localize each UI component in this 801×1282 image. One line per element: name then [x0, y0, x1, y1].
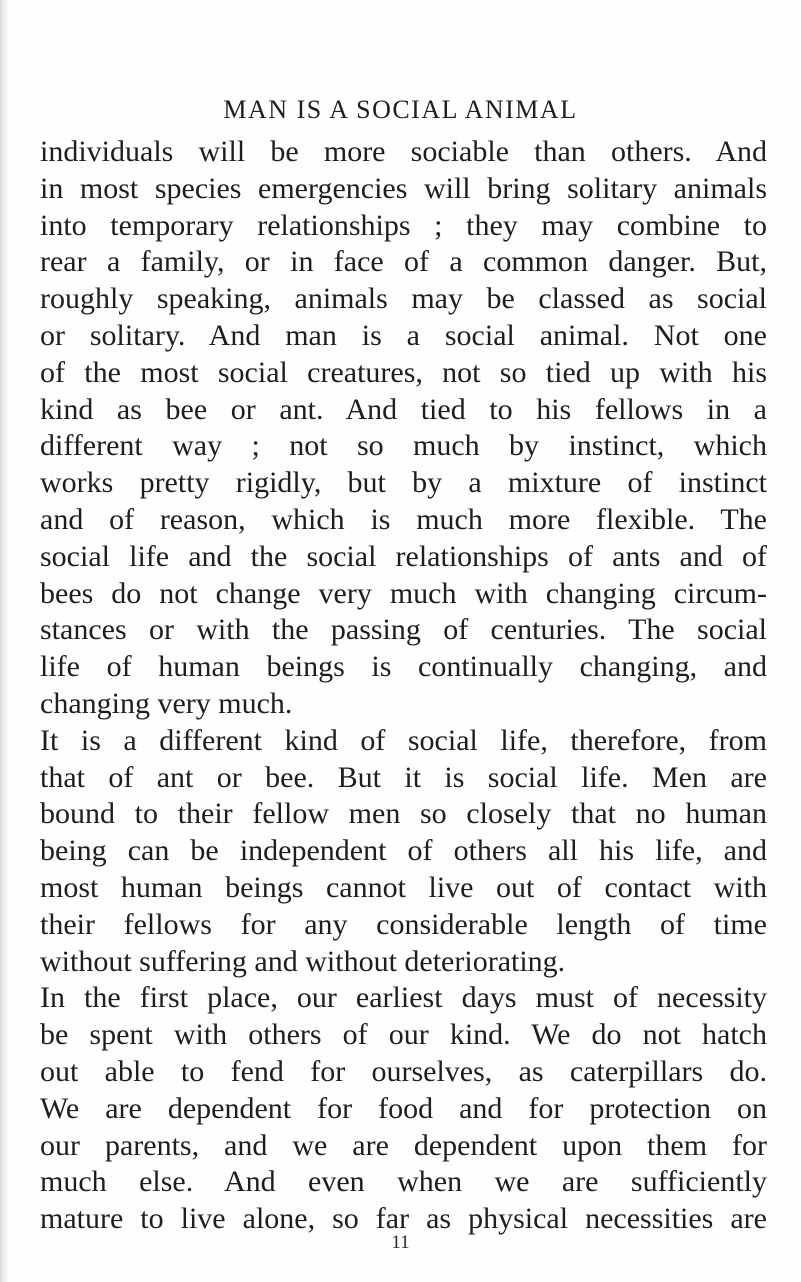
- text-line: social life and the social relationships of ants and of: [40, 539, 767, 573]
- text-line: most human beings cannot live out of contact with: [40, 870, 767, 904]
- running-head: MAN IS A SOCIAL ANIMAL: [223, 95, 578, 124]
- text-line: much else. And even when we are sufficiently: [40, 1165, 767, 1199]
- body-text: [40, 134, 767, 1238]
- text-line: their fellows for any considerable length of time: [40, 907, 767, 941]
- text-line: bound to their fellow men so closely that no human: [40, 797, 767, 831]
- text-line: We are dependent for food and for protection on: [40, 1091, 767, 1125]
- binding-gutter-shadow: [0, 0, 10, 1282]
- text-line: life of human beings is continually changing, and: [40, 650, 767, 684]
- text-line: works pretty rigidly, but by a mixture of instinct: [40, 466, 767, 500]
- text-line: individuals will be more sociable than others. And: [40, 135, 767, 168]
- text-line: It is a different kind of social life, therefore, from: [40, 723, 767, 757]
- text-line: bees do not change very much with changing circum-: [40, 576, 767, 610]
- text-line: mature to live alone, so far as physical necessities are: [40, 1202, 767, 1236]
- text-line: In the first place, our earliest days must of necessity: [40, 981, 767, 1015]
- text-line: or solitary. And man is a social animal. Not one: [40, 318, 767, 352]
- text-line: into temporary relationships ; they may combine to: [40, 208, 767, 242]
- text-line: and of reason, which is much more flexible. The: [40, 502, 767, 536]
- text-line: our parents, and we are dependent upon them for: [40, 1128, 767, 1162]
- text-line: stances or with the passing of centuries. The social: [40, 613, 767, 647]
- text-line: out able to fend for ourselves, as caterpillars do.: [40, 1054, 767, 1088]
- page-number: 11: [391, 1232, 410, 1253]
- text-line: rear a family, or in face of a common danger. But,: [40, 245, 767, 279]
- text-line: changing very much.: [40, 686, 293, 720]
- text-line: be spent with others of our kind. We do not hatch: [40, 1018, 767, 1052]
- text-line: roughly speaking, animals may be classed as social: [40, 282, 767, 316]
- text-line: that of ant or bee. But it is social life. Men are: [40, 760, 767, 794]
- text-line: in most species emergencies will bring solitary animals: [40, 171, 767, 205]
- text-line: of the most social creatures, not so tied up with his: [40, 355, 767, 389]
- text-line: being can be independent of others all his life, and: [40, 834, 767, 868]
- text-line: kind as bee or ant. And tied to his fellows in a: [40, 392, 767, 426]
- text-line: different way ; not so much by instinct, which: [40, 429, 767, 463]
- text-line: without suffering and without deteriorating.: [40, 944, 566, 978]
